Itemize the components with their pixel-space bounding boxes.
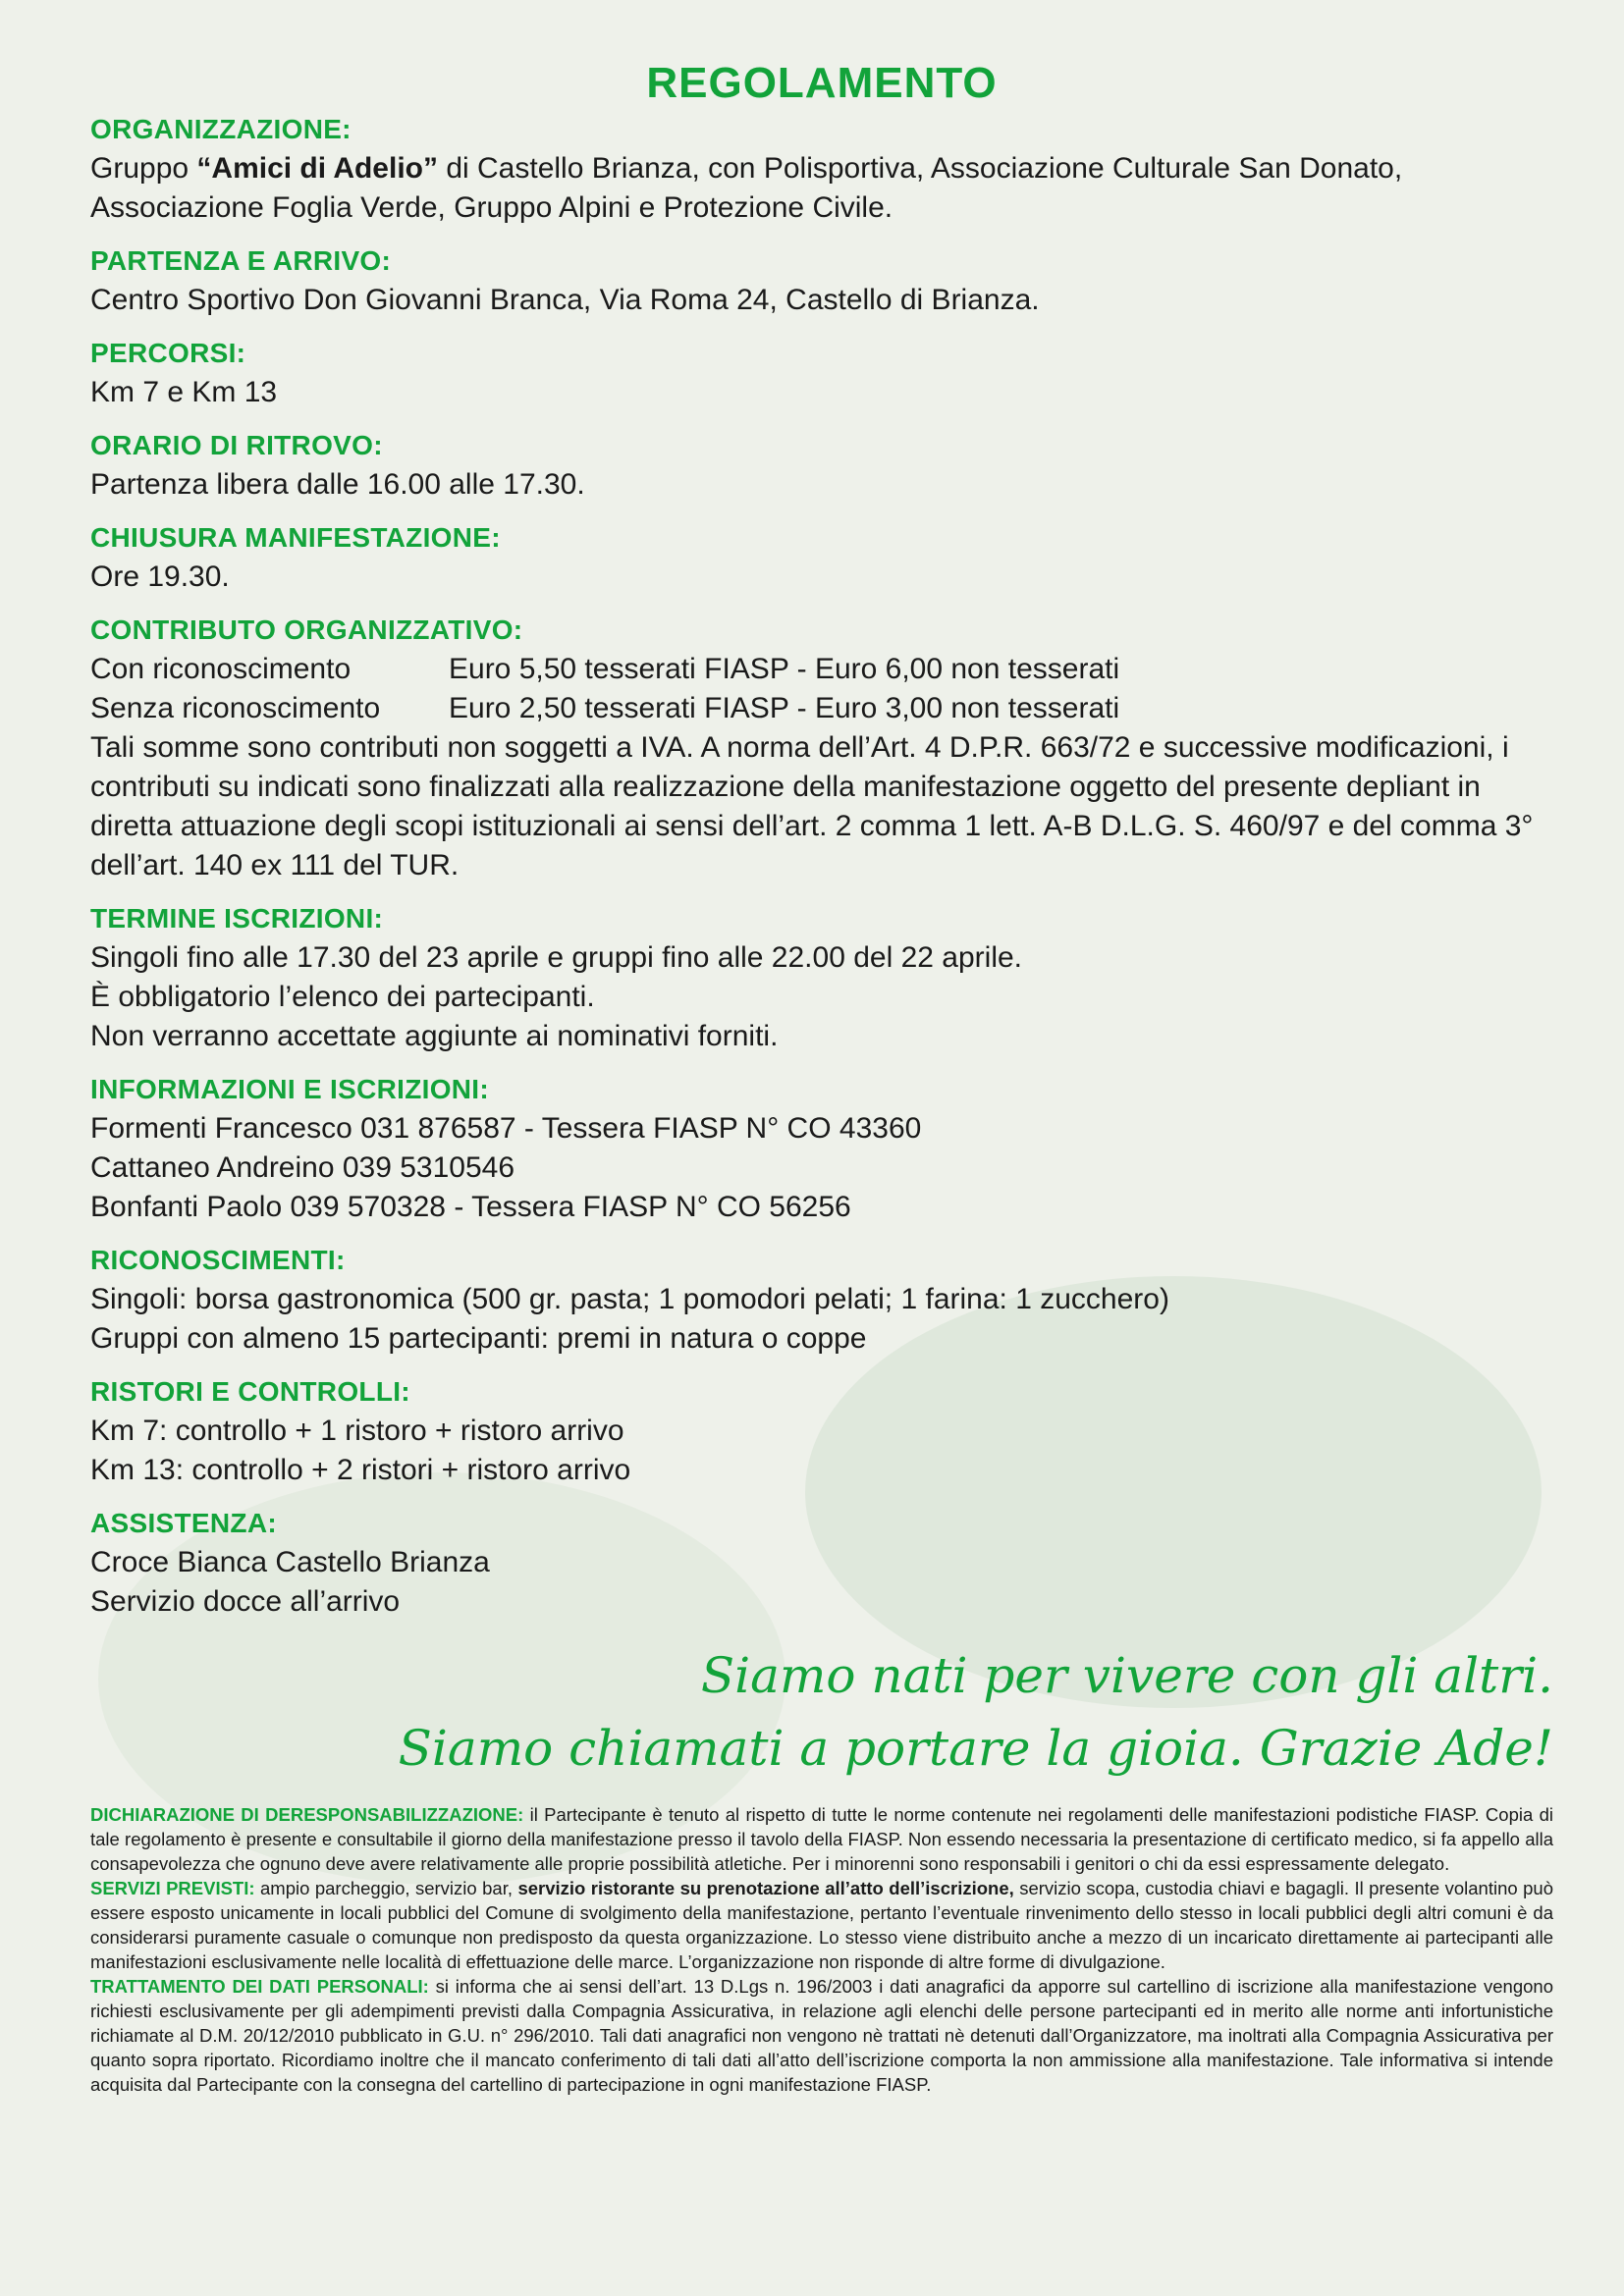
- section-heading: CONTRIBUTO ORGANIZZATIVO:: [90, 614, 523, 645]
- section-text: Centro Sportivo Don Giovanni Branca, Via Roma 24, Castello di Brianza.: [90, 284, 1040, 316]
- section-text: Partenza libera dalle 16.00 alle 17.30.: [90, 468, 585, 501]
- page-title: REGOLAMENTO: [646, 59, 998, 107]
- section-line: Servizio docce all’arrivo: [90, 1585, 401, 1618]
- section-heading: ASSISTENZA:: [90, 1508, 277, 1538]
- section-line: Croce Bianca Castello Brianza: [90, 1546, 490, 1578]
- fee-note: Tali somme sono contributi non soggetti a IVA. A norma dell’Art. 4 D.P.R. 663/72 e successive modificazioni, i contributi su indicati sono finalizzati alla realizzazione della manifestazione oggetto del presente depliant in diretta attuazione degli scopi istituzionali ai sensi dell’art. 2 comma 1 lett. A-B D.L.G. S. 460/97 e del comma 3° dell’art. 140 ex 111 del TUR.: [90, 731, 1534, 881]
- fee-value: Euro 2,50 tesserati FIASP - Euro 3,00 non tesserati: [449, 692, 1120, 724]
- fee-row: [90, 650, 1553, 689]
- section-text: Ore 19.30.: [90, 561, 230, 593]
- fee-label: Con riconoscimento: [90, 653, 352, 685]
- section-partenza: [90, 245, 1553, 320]
- regolamento-page: [90, 59, 1553, 2097]
- contact-line: Formenti Francesco 031 876587 - Tessera FIASP N° CO 43360: [90, 1112, 922, 1145]
- fineprint-heading: SERVIZI PREVISTI:: [90, 1878, 255, 1898]
- fineprint-heading: DICHIARAZIONE DI DERESPONSABILIZZAZIONE:: [90, 1804, 524, 1825]
- section-line: Non verranno accettate aggiunte ai nominativi forniti.: [90, 1020, 779, 1052]
- fee-value: Euro 5,50 tesserati FIASP - Euro 6,00 non tesserati: [449, 653, 1120, 685]
- section-assistenza: [90, 1508, 1553, 1622]
- section-organizzazione: [90, 114, 1553, 228]
- contact-line: Bonfanti Paolo 039 570328 - Tessera FIASP N° CO 56256: [90, 1191, 851, 1223]
- section-heading: ORGANIZZAZIONE:: [90, 114, 352, 144]
- section-line: È obbligatorio l’elenco dei partecipanti.: [90, 981, 595, 1013]
- section-line: Km 13: controllo + 2 ristori + ristoro arrivo: [90, 1454, 631, 1486]
- section-heading: TERMINE ISCRIZIONI:: [90, 903, 384, 934]
- fineprint-heading: TRATTAMENTO DEI DATI PERSONALI:: [90, 1976, 429, 1997]
- section-line: Km 7: controllo + 1 ristoro + ristoro arrivo: [90, 1415, 624, 1447]
- section-heading: RISTORI E CONTROLLI:: [90, 1376, 410, 1407]
- fineprint: [90, 1802, 1553, 2097]
- motto: [90, 1639, 1553, 1785]
- section-termine: [90, 903, 1553, 1056]
- section-heading: ORARIO DI RITROVO:: [90, 430, 383, 460]
- section-heading: CHIUSURA MANIFESTAZIONE:: [90, 522, 501, 553]
- section-chiusura: [90, 522, 1553, 597]
- fee-label: Senza riconoscimento: [90, 692, 381, 724]
- section-percorsi: [90, 338, 1553, 412]
- section-text: Km 7 e Km 13: [90, 376, 278, 408]
- section-line: Singoli fino alle 17.30 del 23 aprile e gruppi fino alle 22.00 del 22 aprile.: [90, 941, 1022, 974]
- fineprint-trattamento: TRATTAMENTO DEI DATI PERSONALI: si informa che ai sensi dell’art. 13 D.Lgs n. 196/2003 i dati anagrafici da apporre sul cartellino di iscrizione alla manifestazione vengono richiesti esclusivamente per gli adempimenti previsti dalla Compagnia Assicurativa, in relazione agli elenchi delle persone partecipanti ed in merito alle norme anti infortunistiche richiamate al D.M. 20/12/2010 pubblicato in G.U. n° 296/2010. Tali dati anagrafici non vengono nè trattati nè detenuti dall’Organizzatore, ma inoltrati alla Compagnia Assicurativa per quanto sopra riportato. Ricordiamo inoltre che il mancato conferimento di tali dati all’atto dell’iscrizione comporta la non ammissione alla manifestazione. Tale informativa si intende acquisita dal Partecipante con la consegna del cartellino di partecipazione in ogni manifestazione FIASP.: [90, 1976, 1553, 2095]
- contact-line: Cattaneo Andreino 039 5310546: [90, 1151, 515, 1184]
- section-heading: PERCORSI:: [90, 338, 246, 368]
- section-line: Singoli: borsa gastronomica (500 gr. pasta; 1 pomodori pelati; 1 farina: 1 zucchero): [90, 1283, 1169, 1315]
- section-ristori: [90, 1376, 1553, 1490]
- section-riconoscimenti: [90, 1245, 1553, 1359]
- fineprint-servizi: SERVIZI PREVISTI: ampio parcheggio, servizio bar, servizio ristorante su prenotazione all’atto dell’iscrizione, servizio scopa, custodia chiavi e bagagli. Il presente volantino può essere esposto unicamente in locali pubblici del Comune di svolgimento della manifestazione, pertanto l’eventuale rinvenimento dello stesso in locali pubblici degli altri comuni è da considerarsi puramente casuale o comunque non predisposto da questa organizzazione. Lo stesso viene distribuito anche a mezzo di un incaricato direttamente ai partecipanti alle manifestazioni esclusivamente nelle località di effettuazione delle marce. L’organizzazione non risponde di altre forme di divulgazione.: [90, 1878, 1553, 1972]
- section-heading: INFORMAZIONI E ISCRIZIONI:: [90, 1074, 490, 1104]
- section-heading: PARTENZA E ARRIVO:: [90, 245, 392, 276]
- section-orario: [90, 430, 1553, 505]
- motto-line: Siamo chiamati a portare la gioia. Grazie Ade!: [398, 1720, 1553, 1777]
- fee-row: [90, 689, 1553, 728]
- section-contributo: [90, 614, 1553, 885]
- section-informazioni: [90, 1074, 1553, 1227]
- section-text: Gruppo “Amici di Adelio” di Castello Brianza, con Polisportiva, Associazione Culturale San Donato, Associazione Foglia Verde, Gruppo Alpini e Protezione Civile.: [90, 152, 1403, 224]
- section-heading: RICONOSCIMENTI:: [90, 1245, 346, 1275]
- section-line: Gruppi con almeno 15 partecipanti: premi in natura o coppe: [90, 1322, 867, 1355]
- fineprint-dichiarazione: DICHIARAZIONE DI DERESPONSABILIZZAZIONE: il Partecipante è tenuto al rispetto di tutte le norme contenute nei regolamenti delle manifestazioni podistiche FIASP. Copia di tale regolamento è presente e consultabile il giorno della manifestazione presso il tavolo della FIASP. Non essendo necessaria la presentazione di certificato medico, si fa appello alla consapevolezza che ognuno deve avere relativamente alle proprie possibilità atletiche. Per i minorenni sono responsabili i genitori o chi da essi espressamente delegato.: [90, 1804, 1553, 1874]
- motto-line: Siamo nati per vivere con gli altri.: [700, 1647, 1553, 1704]
- group-name: “Amici di Adelio”: [196, 152, 438, 185]
